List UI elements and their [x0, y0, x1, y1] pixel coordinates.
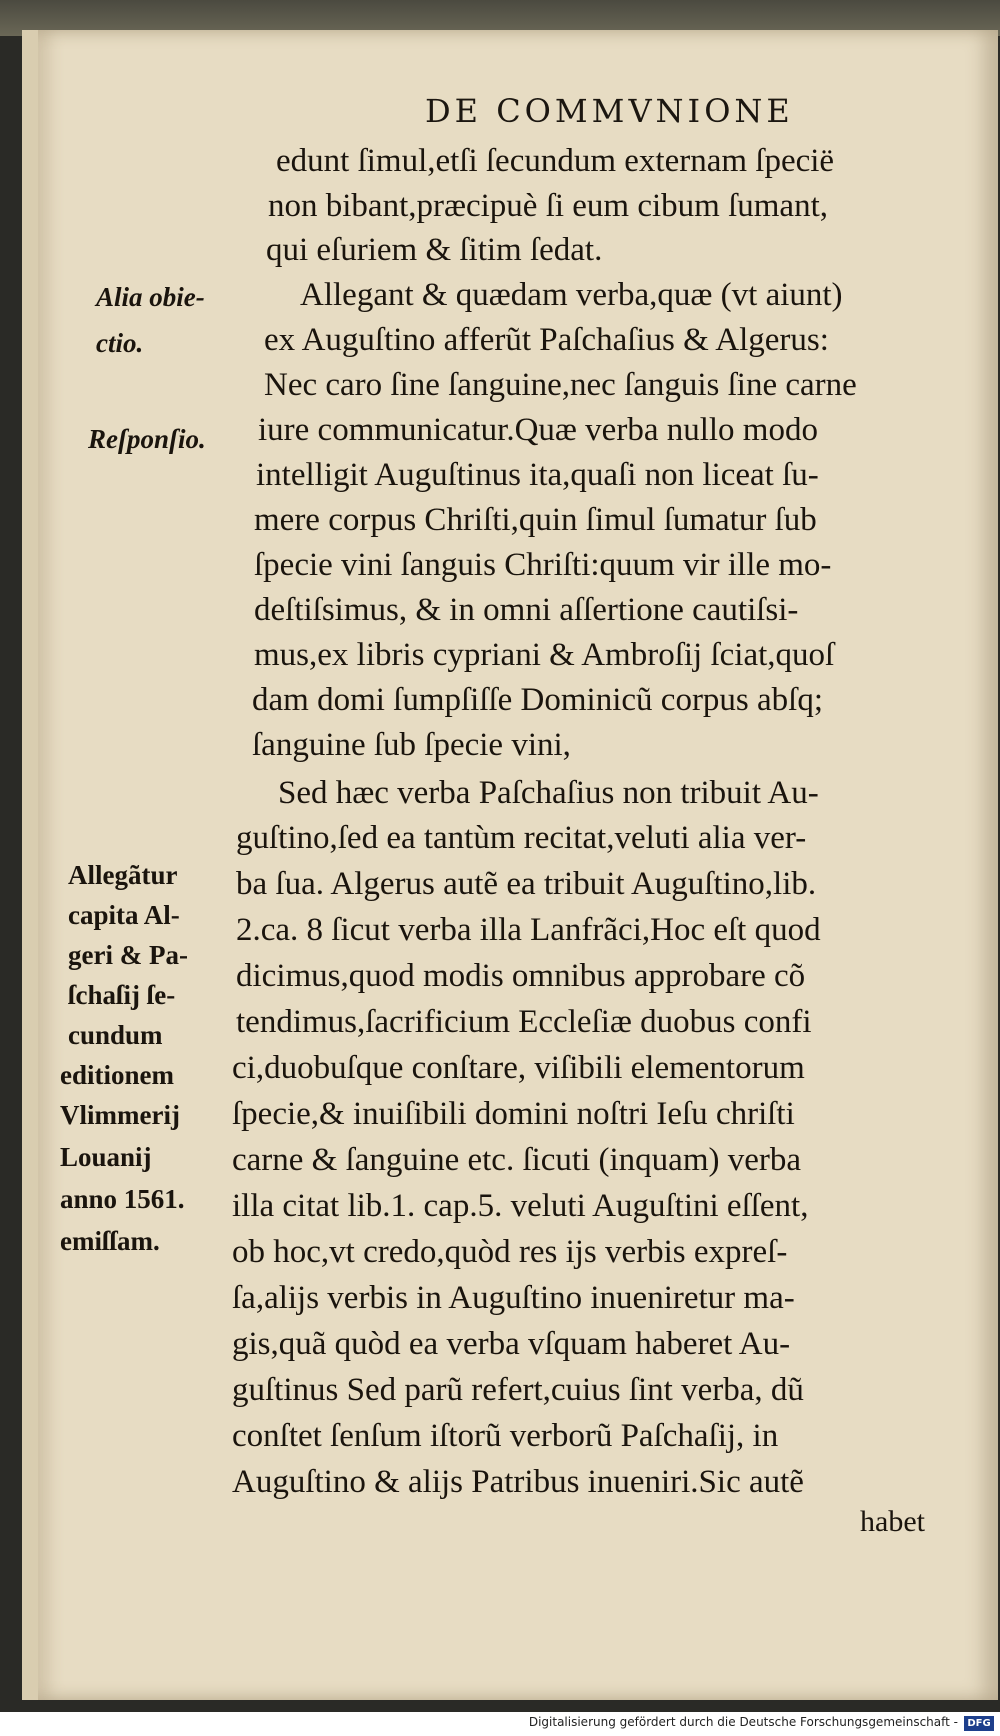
text-line: intelligit Auguſtinus ita,quaſi non liceat ſu-	[256, 457, 819, 493]
text-line: mus,ex libris cypriani & Ambroſij ſciat,quoſ	[254, 637, 835, 673]
text-line: mere corpus Chriſti,quin ſimul ſumatur ſub	[254, 502, 817, 538]
text-line: Allegant & quædam verba,quæ (vt aiunt)	[300, 277, 843, 313]
text-line: non bibant,præcipuè ſi eum cibum ſumant,	[268, 188, 828, 224]
text-line: Nec caro ſine ſanguine,nec ſanguis ſine carne	[264, 367, 857, 403]
margin-note-allegatur: emiſſam.	[60, 1226, 160, 1256]
margin-note-allegatur: editionem	[60, 1060, 174, 1090]
text-line: edunt ſimul,etſi ſecundum externam ſpecië	[276, 143, 835, 179]
text-line: qui eſuriem & ſitim ſedat.	[266, 232, 603, 268]
text-line: ba ſua. Algerus autẽ ea tribuit Auguſtino,lib.	[236, 866, 817, 902]
margin-note-allegatur: geri & Pa-	[68, 940, 188, 970]
margin-note-alia-obiectio: ctio.	[96, 328, 144, 358]
margin-note-allegatur: ſchaſij ſe-	[68, 980, 176, 1010]
catchword: habet	[860, 1505, 925, 1538]
margin-note-allegatur: capita Al-	[68, 900, 180, 930]
text-line: ſpecie vini ſanguis Chriſti:quum vir ille mo-	[254, 547, 832, 583]
text-line: Auguſtino & alijs Patribus inueniri.Sic autẽ	[232, 1464, 804, 1500]
text-line: 2.ca. 8 ſicut verba illa Lanfrãci,Hoc eſt quod	[236, 912, 821, 948]
margin-note-alia-obiectio: Alia obie-	[96, 282, 205, 312]
margin-note-allegatur: Louanij	[60, 1142, 152, 1172]
text-line: dicimus,quod modis omnibus approbare cõ	[236, 958, 806, 994]
text-line: illa citat lib.1. cap.5. veluti Auguſtini eſſent,	[232, 1188, 809, 1224]
margin-note-allegatur: anno 1561.	[60, 1184, 185, 1214]
text-line: ſanguine ſub ſpecie vini,	[252, 727, 571, 763]
dfg-logo: DFG	[964, 1716, 994, 1731]
text-line: dam domi ſumpſiſſe Dominicũ corpus abſq;	[252, 682, 824, 718]
text-line: guſtino,ſed ea tantùm recitat,veluti alia ver-	[236, 820, 807, 856]
text-line: Sed hæc verba Paſchaſius non tribuit Au-	[278, 775, 819, 811]
text-line: ſa,alijs verbis in Auguſtino inueniretur ma-	[232, 1280, 795, 1316]
text-line: gis,quã quòd ea verba vſquam haberet Au-	[232, 1326, 791, 1362]
text-line: deſtiſsimus, & in omni aſſertione cautiſsi-	[254, 592, 799, 628]
text-line: ci,duobuſque conſtare, viſibili elementorum	[232, 1050, 805, 1086]
text-line: ob hoc,vt credo,quòd res ijs verbis expreſ-	[232, 1234, 788, 1270]
margin-note-responsio: Reſponſio.	[88, 424, 206, 454]
margin-note-allegatur: Allegãtur	[68, 860, 178, 890]
footer-credit: Digitalisierung gefördert durch die Deutsche Forschungsgemeinschaft -	[528, 1715, 958, 1729]
text-line: conſtet ſenſum iſtorũ verborũ Paſchaſij, in	[232, 1418, 779, 1454]
text-line: iure communicatur.Quæ verba nullo modo	[258, 412, 818, 448]
text-line: guſtinus Sed parũ refert,cuius ſint verba, dũ	[232, 1372, 804, 1408]
text-line: tendimus,ſacrificium Eccleſiæ duobus confi	[236, 1004, 812, 1040]
text-line: ex Auguſtino afferũt Paſchaſius & Algerus:	[264, 322, 829, 358]
running-header: DE COMMVNIONE	[425, 92, 794, 130]
text-line: carne & ſanguine etc. ſicuti (inquam) verba	[232, 1142, 802, 1178]
margin-note-allegatur: cundum	[68, 1020, 163, 1050]
margin-note-allegatur: Vlimmerij	[60, 1100, 180, 1130]
text-line: ſpecie,& inuiſibili domini noſtri Ieſu chriſti	[232, 1096, 795, 1132]
